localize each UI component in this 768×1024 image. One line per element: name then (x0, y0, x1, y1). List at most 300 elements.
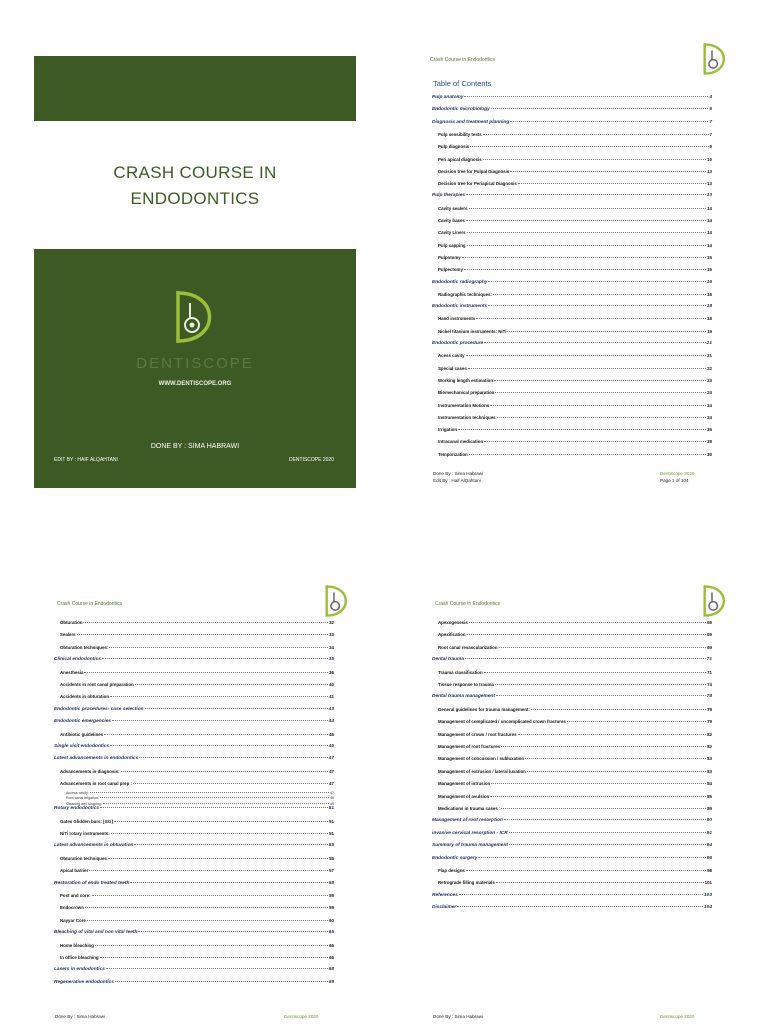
toc-entry-page: 47 (329, 781, 334, 787)
toc-dot-leader (464, 269, 706, 270)
toc-dot-leader (484, 672, 706, 673)
toc-entry[interactable] (60, 918, 334, 924)
toc-entry[interactable] (432, 831, 712, 837)
toc-entry[interactable] (60, 732, 334, 738)
toc-dot-leader (491, 783, 706, 784)
toc-entry[interactable] (54, 881, 334, 887)
toc-entry[interactable] (432, 193, 712, 199)
toc-entry[interactable] (438, 719, 712, 725)
toc-entry-page: 84 (707, 781, 712, 787)
toc-entry[interactable] (60, 831, 334, 837)
toc-entry-title: Endodontic emergencies (54, 719, 112, 725)
toc-entry-page: 9 (709, 144, 712, 150)
toc-entry-title: Cavity sealers (438, 205, 468, 211)
toc-entry-title: Lasers in endodontics (54, 967, 105, 973)
toc-entry-page: 82 (707, 744, 712, 749)
toc-entry-title: Cavity bases (438, 218, 465, 223)
toc-entry-page: 65 (328, 930, 334, 936)
toc-entry[interactable] (60, 682, 334, 688)
toc-dot-leader (469, 454, 706, 455)
toc-entry-title: In office bleaching (60, 955, 99, 960)
toc-entry-title: Endodontic surgery (432, 855, 478, 861)
page-footer-left: Done By : Sima Habrawi (55, 1014, 106, 1019)
toc-entry-page: 43 (328, 706, 334, 712)
toc-entry[interactable] (60, 905, 334, 911)
toc-entry[interactable] (60, 868, 334, 874)
toc-entry[interactable] (438, 439, 712, 445)
toc-page-1 (410, 40, 740, 492)
toc-entry-title: Acess cavity (438, 353, 465, 359)
toc-dot-leader (139, 757, 327, 758)
toc-entry[interactable] (54, 967, 334, 973)
toc-entry-title: Hand instruments (438, 316, 476, 322)
toc-entry-title: Retrograde filling materials (438, 880, 495, 886)
toc-entry-page: 32 (329, 620, 334, 625)
toc-entry-page: 14 (707, 218, 712, 223)
toc-dot-leader (114, 821, 328, 822)
dentiscope-logo-icon (172, 289, 218, 345)
toc-entry-title: Working length estimation (438, 377, 494, 383)
toc-dot-leader (527, 771, 706, 772)
toc-dot-leader (484, 441, 706, 442)
toc-entry-page: 71 (706, 657, 712, 663)
toc-entry-page: 40 (329, 682, 334, 687)
toc-entry-title: Pulp diagnosis (438, 144, 470, 150)
toc-entry-page: 69 (707, 620, 712, 625)
toc-entry-page: 47 (329, 768, 334, 774)
toc-entry-page: 16 (707, 291, 712, 297)
toc-dot-leader (115, 981, 328, 982)
toc-dot-leader (509, 844, 706, 845)
toc-dot-leader (457, 906, 703, 907)
toc-entry[interactable] (438, 781, 712, 787)
cover-title: CRASH COURSE IN ENDODONTICS (113, 163, 277, 208)
toc-entry-page: 104 (703, 905, 712, 911)
toc-entry-title: Root canal revascularization (438, 644, 498, 650)
toc-entry-page: 66 (329, 942, 334, 948)
toc-entry[interactable] (438, 732, 712, 738)
toc-entry[interactable] (438, 169, 712, 175)
toc-dot-leader (89, 870, 328, 871)
toc-dot-leader (507, 331, 706, 332)
toc-entry-title: Antibiotic guidelines (60, 731, 104, 737)
toc-entry[interactable] (432, 657, 712, 663)
toc-dot-leader (103, 803, 329, 804)
toc-entry[interactable] (60, 645, 334, 651)
toc-entry[interactable] (438, 620, 712, 626)
toc-entry-title: Latest advancements in obturation (54, 843, 134, 849)
toc-entry[interactable] (438, 181, 712, 187)
toc-entry[interactable] (438, 682, 712, 688)
toc-entry[interactable] (54, 707, 334, 713)
toc-dot-leader (466, 194, 706, 195)
toc-entry-page: 28 (707, 439, 712, 445)
toc-title: Table of Contents (433, 79, 492, 88)
toc-dot-leader (567, 721, 706, 722)
toc-entry-page: 21 (707, 353, 712, 359)
toc-entry[interactable] (432, 107, 712, 113)
toc-entry-page: 82 (707, 731, 712, 737)
toc-entry-page: 41 (329, 694, 334, 700)
toc-dot-leader (90, 792, 329, 793)
toc-dot-leader (112, 720, 328, 721)
toc-entry[interactable] (438, 378, 712, 384)
toc-entry-title: Special cases (438, 365, 467, 371)
toc-entry-title: Restoration of endo treated teeth (54, 880, 130, 886)
toc-entry[interactable] (438, 794, 712, 800)
toc-dot-leader (130, 882, 327, 883)
toc-entry[interactable] (438, 880, 712, 886)
toc-entry-title: Cleaning and shaping: (66, 801, 102, 806)
toc-entry-title: Apexogenesis (438, 620, 468, 625)
toc-entry-page: 57 (329, 868, 334, 874)
toc-entry-page: 16 (706, 279, 712, 285)
toc-entry-page: 23 (707, 377, 712, 383)
toc-entry-page: 4 (709, 95, 712, 100)
toc-entry-title: Management of intrusion (438, 781, 491, 787)
toc-entry-page: 91 (706, 830, 712, 836)
toc-entry[interactable] (438, 632, 712, 638)
toc-dot-leader (100, 797, 329, 798)
toc-entry-page: 15 (707, 254, 712, 260)
toc-dot-leader (490, 405, 706, 406)
toc-dot-leader (145, 708, 328, 709)
toc-entry-page: 22 (707, 365, 712, 371)
toc-entry[interactable] (54, 719, 334, 725)
toc-entry[interactable] (438, 218, 712, 224)
toc-dot-leader (109, 647, 328, 648)
toc-entry-page: 51 (329, 831, 334, 836)
toc-entry-page: 48 (330, 796, 334, 801)
toc-dot-leader (104, 734, 328, 735)
toc-entry[interactable] (438, 868, 712, 874)
toc-entry-page: 6 (709, 107, 712, 113)
toc-entry-page: 69 (707, 644, 712, 650)
toc-entry[interactable] (60, 781, 334, 787)
toc-dot-leader (525, 758, 706, 759)
toc-entry-page: 35 (328, 657, 334, 663)
toc-dot-leader (499, 647, 707, 648)
toc-entry-page: 47 (328, 756, 334, 762)
toc-entry-title: Regenerative endodontics (54, 979, 114, 985)
toc-entry-title: General guidelines for trauma management: (438, 706, 530, 712)
toc-dot-leader (494, 380, 706, 381)
toc-dot-leader (510, 171, 706, 172)
toc-entry[interactable] (432, 893, 712, 899)
toc-entry-title: Pulp capping (438, 242, 466, 248)
toc-dot-leader (465, 658, 706, 659)
toc-entry[interactable] (432, 280, 712, 286)
toc-entry-title: Pulpectomy (438, 267, 463, 273)
toc-entry[interactable] (438, 403, 712, 409)
toc-entry-title: Accidents in root canal preparation (60, 682, 134, 687)
toc-dot-leader (501, 746, 706, 747)
toc-dot-leader (476, 318, 706, 319)
toc-dot-leader (488, 305, 705, 306)
toc-entry[interactable] (54, 980, 334, 986)
toc-entry[interactable] (438, 744, 712, 750)
toc-entry-page: 55 (328, 843, 334, 849)
toc-entry-title: Trauma classification (438, 669, 483, 675)
page-header-title: Crash Course in Endodontics (57, 601, 123, 607)
toc-entry[interactable] (432, 95, 712, 101)
toc-entry-page: 74 (707, 682, 712, 687)
cover-bottom-band (34, 249, 356, 488)
toc-entry-page: 69 (707, 632, 712, 638)
toc-entry-page: 13 (707, 181, 712, 187)
toc-entry[interactable] (54, 930, 334, 936)
toc-entry[interactable] (54, 806, 334, 812)
toc-entry[interactable] (432, 304, 712, 310)
toc-entry-page: 103 (703, 892, 712, 898)
toc-entry[interactable] (438, 645, 712, 651)
toc-entry[interactable] (438, 670, 712, 676)
toc-entry-title: Obturation (60, 620, 83, 625)
cover-top-band (34, 56, 356, 121)
toc-entry-page: 69 (328, 979, 334, 985)
toc-entry-page: 36 (329, 669, 334, 675)
toc-entry[interactable] (438, 144, 712, 150)
toc-entry-title: Management of avulsion (438, 793, 490, 799)
toc-entry-page: 46 (328, 744, 334, 749)
toc-entry-page: 26 (707, 427, 712, 433)
page-header-title: Crash Course in Endodontics (430, 57, 496, 63)
toc-entry[interactable] (438, 769, 712, 775)
toc-entry[interactable] (438, 390, 712, 396)
toc-entry-title: Pulpotomy (438, 254, 461, 260)
toc-entry[interactable] (432, 818, 712, 824)
toc-entry-page: 7 (709, 131, 712, 137)
cover-brand: DENTISCOPE (136, 355, 254, 372)
toc-entry[interactable] (432, 843, 712, 849)
toc-entry[interactable] (60, 694, 334, 700)
toc-entry-title: Management of root fractures (438, 744, 500, 749)
toc-entry-page: 98 (707, 868, 712, 873)
toc-dot-leader (509, 832, 706, 833)
toc-dot-leader (464, 96, 708, 97)
toc-entry-title: Dental trauma (432, 657, 464, 663)
toc-entry[interactable] (438, 267, 712, 273)
toc-entry-page: 14 (707, 242, 712, 248)
toc-entry-title: Temporization (438, 451, 468, 457)
toc-entry[interactable] (432, 120, 712, 126)
toc-entry[interactable] (432, 694, 712, 700)
toc-entry-page: 13 (707, 168, 712, 174)
toc-entry-page: 34 (329, 644, 334, 650)
toc-entry-title: Pulp therapies (432, 193, 466, 199)
toc-dot-leader (483, 134, 709, 135)
toc-entry-title: Medications in trauma cases : (438, 806, 501, 811)
toc-dot-leader (110, 745, 327, 746)
toc-entry-title: Management of crown / root fractures (438, 731, 517, 737)
toc-entry[interactable] (438, 427, 712, 433)
toc-entry-title: Management of extrusion / lateral luxation (438, 768, 526, 774)
toc-dot-leader (87, 920, 328, 921)
toc-entry-page: 14 (707, 230, 712, 236)
toc-entry-title: Endodontic procedures- case selection (54, 706, 144, 712)
toc-entry[interactable] (438, 366, 712, 372)
toc-entry-title: Endocrown (60, 905, 84, 911)
toc-entry-title: Tissue response to trauma (438, 682, 494, 687)
toc-dot-leader (95, 945, 328, 946)
toc-dot-leader (490, 796, 706, 797)
toc-entry-title: Biomechanical preparation (438, 390, 495, 396)
toc-entry[interactable] (438, 243, 712, 249)
toc-entry-page: 47 (330, 790, 334, 795)
toc-entry-title: Accidents in obturation (60, 694, 110, 700)
toc-entry[interactable] (60, 670, 334, 676)
toc-dot-leader (469, 208, 707, 209)
toc-dot-leader (111, 833, 328, 834)
cover-page (34, 56, 356, 488)
toc-entry[interactable] (432, 905, 712, 911)
toc-entry-title: Endodontic procedure (432, 341, 484, 346)
toc-entry[interactable] (438, 157, 712, 163)
toc-dot-leader (83, 622, 328, 623)
toc-entry-title: Bleaching of vital and non vital teeth (54, 930, 138, 936)
toc-entry-title: Latest advancements in endodontics (54, 756, 139, 762)
toc-entry-title: Advancements in root canal prep : (60, 781, 132, 787)
toc-entry-title: Instrumentation techniques (438, 414, 496, 420)
cover-done-by: DONE BY : SIMA HABRAWI (150, 443, 240, 450)
toc-entry-title: Endodontic radiography (432, 279, 488, 285)
toc-entry-page: 59 (329, 893, 334, 898)
toc-entry[interactable] (60, 819, 334, 825)
toc-dot-leader (518, 734, 707, 735)
toc-entry[interactable] (438, 230, 712, 236)
toc-entry[interactable] (54, 843, 334, 849)
toc-entry[interactable] (60, 620, 334, 626)
toc-dot-leader (84, 672, 328, 673)
toc-dot-leader (121, 771, 329, 772)
toc-dot-leader (496, 882, 704, 883)
toc-entry-title: Decision tree for Pulpal Diagnosis (438, 168, 510, 174)
page-footer-left: Done By : Sima Habrawi Edit By : Haif AlQahtani (433, 471, 484, 483)
dentiscope-logo-icon (700, 42, 730, 76)
toc-entry-page: 90 (706, 818, 712, 824)
toc-entry-page: 55 (329, 855, 334, 861)
toc-dot-leader (496, 695, 706, 696)
toc-entry[interactable] (438, 452, 712, 458)
toc-entry-title: Nayyar Core (60, 917, 86, 923)
toc-dot-leader (484, 342, 705, 343)
toc-dot-leader (459, 894, 703, 895)
toc-entry-title: Gates Glidden burs: [GG] (60, 818, 113, 824)
toc-entry-page: 89 (707, 806, 712, 811)
toc-entry[interactable] (438, 707, 712, 713)
toc-entry[interactable] (438, 353, 712, 359)
dentiscope-logo-icon (700, 584, 730, 618)
toc-entry[interactable] (438, 132, 712, 138)
toc-entry[interactable] (438, 292, 712, 298)
toc-entry[interactable] (438, 316, 712, 322)
toc-entry[interactable] (432, 341, 712, 347)
toc-entry-page: 24 (707, 414, 712, 420)
toc-entry-title: Irrigation (438, 427, 458, 433)
toc-entry[interactable] (438, 206, 712, 212)
toc-entry-page: 60 (329, 917, 334, 923)
toc-page-2 (34, 580, 356, 1024)
toc-entry-page: 78 (706, 694, 712, 700)
toc-entry[interactable] (60, 632, 334, 638)
toc-dot-leader (469, 622, 706, 623)
toc-entry-page: 30 (707, 451, 712, 457)
toc-entry[interactable] (60, 893, 334, 899)
toc-entry-title: Single visit endodontics (54, 744, 110, 749)
toc-entry-title: NiTi rotary instruments: (60, 831, 110, 836)
toc-entry[interactable] (60, 955, 334, 961)
cover-url: WWW.DENTISCOPE.ORG (158, 381, 232, 387)
toc-entry[interactable] (438, 756, 712, 762)
toc-dot-leader (478, 857, 705, 858)
toc-dot-leader (106, 968, 328, 969)
toc-entry-page: 59 (329, 905, 334, 911)
cover-edit-by: EDIT BY : HAIF ALQAHTANI (54, 457, 118, 463)
toc-entry-page: 83 (707, 768, 712, 774)
toc-entry[interactable] (54, 756, 334, 762)
toc-entry-title: Apexification (438, 632, 466, 638)
cover-year: DENTISCOPE 2020 (288, 457, 334, 463)
toc-entry-title: Cavity Liners (438, 230, 466, 236)
toc-dot-leader (138, 931, 327, 932)
toc-entry-page: 19 (707, 328, 712, 334)
toc-entry[interactable] (438, 415, 712, 421)
toc-dot-leader (495, 684, 706, 685)
toc-entry-title: Intracanal medication (438, 439, 484, 445)
toc-entry[interactable] (432, 856, 712, 862)
toc-entry-page: 96 (706, 855, 712, 861)
toc-dot-leader (133, 783, 328, 784)
toc-dot-leader (458, 429, 706, 430)
toc-entry-page: 58 (328, 880, 334, 886)
toc-entry-title: Apical barrier (60, 868, 89, 874)
toc-entry-page: 7 (709, 119, 712, 125)
toc-dot-leader (100, 957, 329, 958)
toc-entry[interactable] (438, 806, 712, 812)
toc-entry[interactable] (438, 255, 712, 261)
toc-entry-title: Management of root resorption (432, 818, 503, 824)
toc-entry[interactable] (54, 657, 334, 663)
toc-entry-page: 68 (328, 967, 334, 973)
toc-dot-leader (518, 183, 706, 184)
toc-dot-leader (470, 146, 708, 147)
toc-entry-page: 33 (329, 632, 334, 638)
toc-dot-leader (85, 907, 328, 908)
toc-entry-page: 51 (328, 806, 334, 812)
toc-entry[interactable] (60, 943, 334, 949)
toc-dot-leader (504, 819, 706, 820)
toc-entry[interactable] (60, 856, 334, 862)
toc-entry[interactable] (54, 744, 334, 750)
toc-entry-title: Instrumentation Motions (438, 402, 490, 408)
toc-entry-page: 10 (707, 156, 712, 162)
page-header-title: Crash Course in Endodontics (435, 601, 501, 607)
toc-entry-page: 18 (706, 304, 712, 310)
toc-dot-leader (134, 844, 327, 845)
toc-dot-leader (510, 121, 708, 122)
toc-dot-leader (135, 684, 328, 685)
toc-entry-title: Access cavity: (66, 790, 89, 795)
toc-entry-page: 45 (329, 731, 334, 737)
toc-dot-leader (468, 368, 706, 369)
toc-dot-leader (108, 858, 328, 859)
toc-entry[interactable] (438, 329, 712, 335)
toc-dot-leader (491, 108, 709, 109)
toc-entry[interactable] (60, 769, 334, 775)
toc-entry-title: Summary of trauma management (432, 843, 508, 849)
page-footer-right: Dentiscope 2020 (660, 1014, 695, 1019)
toc-dot-leader (467, 232, 707, 233)
